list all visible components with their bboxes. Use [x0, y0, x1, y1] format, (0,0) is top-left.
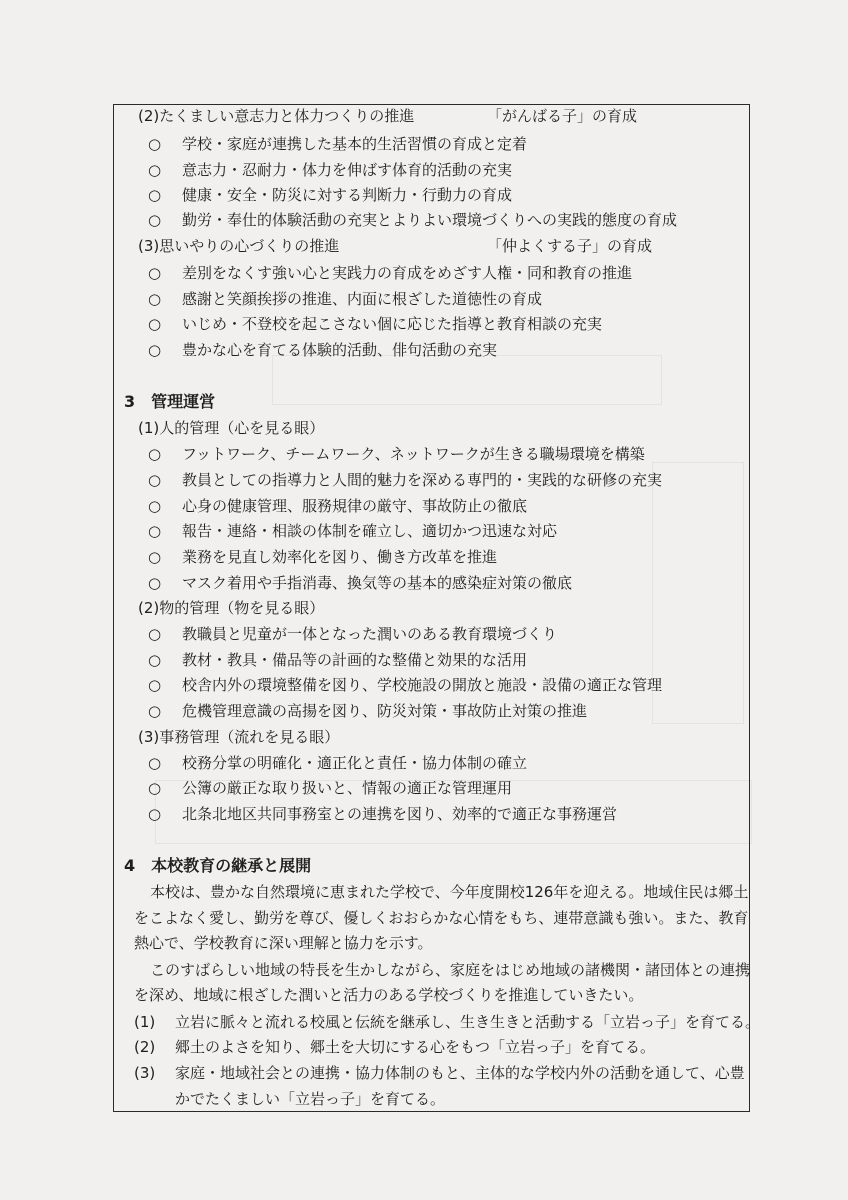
list-item: 学校・家庭が連携した基本的生活習慣の育成と定着	[182, 135, 528, 153]
list-item: マスク着用や手指消毒、換気等の基本的感染症対策の徹底	[182, 574, 573, 592]
bullet: ○	[148, 779, 162, 797]
bullet: ○	[148, 497, 162, 515]
list-item: 公簿の厳正な取り扱いと、情報の適正な管理運用	[182, 779, 513, 797]
subsection-tag-2: 「がんばる子」の育成	[487, 107, 638, 125]
goal-text-continued: かでたくましい「立岩っ子」を育てる。	[175, 1090, 446, 1108]
subsection-heading-3: (3)思いやりの心づくりの推進	[138, 237, 340, 255]
paragraph-line: をこよなく愛し、勤労を尊び、優しくおおらかな心情をもち、連帯意識も強い。また、教育	[134, 909, 749, 927]
goal-text: 家庭・地域社会との連携・協力体制のもと、主体的な学校内外の活動を通して、心豊	[175, 1064, 745, 1082]
list-item: 豊かな心を育てる体験的活動、俳句活動の充実	[182, 341, 498, 359]
bullet: ○	[148, 341, 162, 359]
subsection-heading-human: (1)人的管理（心を見る眼）	[138, 419, 325, 437]
list-item: いじめ・不登校を起こさない個に応じた指導と教育相談の充実	[182, 315, 603, 333]
list-item: 勤労・奉仕的体験活動の充実とよりよい環境づくりへの実践的態度の育成	[182, 211, 678, 229]
bleed-through-box	[652, 462, 744, 724]
goal-text: 郷土のよさを知り、郷土を大切にする心をもつ「立岩っ子」を育てる。	[175, 1038, 656, 1056]
bullet: ○	[148, 211, 162, 229]
bullet: ○	[148, 290, 162, 308]
list-item: フットワーク、チームワーク、ネットワークが生きる職場環境を構築	[182, 445, 645, 463]
subsection-heading-office: (3)事務管理（流れを見る眼）	[138, 728, 340, 746]
bullet: ○	[148, 522, 162, 540]
list-item: 意志力・忍耐力・体力を伸ばす体育的活動の充実	[182, 161, 513, 179]
list-item: 危機管理意識の高揚を図り、防災対策・事故防止対策の推進	[182, 702, 588, 720]
paragraph-line: このすばらしい地域の特長を生かしながら、家庭をはじめ地域の諸機関・諸団体との連携	[150, 961, 751, 979]
bullet: ○	[148, 264, 162, 282]
bullet: ○	[148, 548, 162, 566]
goal-number: (3)	[134, 1064, 156, 1082]
list-item: 校舎内外の環境整備を図り、学校施設の開放と施設・設備の適正な管理	[182, 676, 663, 694]
goal-text: 立岩に脈々と流れる校風と伝統を継承し、生き生きと活動する「立岩っ子」を育てる。	[175, 1013, 761, 1031]
list-item: 北条北地区共同事務室との連携を図り、効率的で適正な事務運営	[182, 805, 618, 823]
bullet: ○	[148, 805, 162, 823]
goal-number: (1)	[134, 1013, 156, 1031]
subsection-tag-3: 「仲よくする子」の育成	[487, 237, 653, 255]
list-item: 業務を見直し効率化を図り、働き方改革を推進	[182, 548, 498, 566]
bullet: ○	[148, 754, 162, 772]
paragraph-line: を深め、地域に根ざした潤いと活力のある学校づくりを推進していきたい。	[134, 986, 644, 1004]
paragraph-line: 熱心で、学校教育に深い理解と協力を示す。	[134, 934, 433, 952]
list-item: 心身の健康管理、服務規律の厳守、事故防止の徹底	[182, 497, 528, 515]
bullet: ○	[148, 471, 162, 489]
list-item: 校務分掌の明確化・適正化と責任・協力体制の確立	[182, 754, 528, 772]
bullet: ○	[148, 676, 162, 694]
bullet: ○	[148, 161, 162, 179]
section-heading-4: 4 本校教育の継承と展開	[124, 856, 312, 875]
bullet: ○	[148, 625, 162, 643]
list-item: 教職員と児童が一体となった潤いのある教育環境づくり	[182, 625, 558, 643]
list-item: 報告・連絡・相談の体制を確立し、適切かつ迅速な対応	[182, 522, 558, 540]
goal-number: (2)	[134, 1038, 156, 1056]
bullet: ○	[148, 702, 162, 720]
subsection-heading-2: (2)たくましい意志力と体力つくりの推進	[138, 107, 415, 125]
bleed-through-box	[272, 355, 662, 405]
list-item: 教材・教具・備品等の計画的な整備と効果的な活用	[182, 651, 528, 669]
bullet: ○	[148, 135, 162, 153]
list-item: 教員としての指導力と人間的魅力を深める専門的・実践的な研修の充実	[182, 471, 663, 489]
bullet: ○	[148, 574, 162, 592]
bullet: ○	[148, 651, 162, 669]
bullet: ○	[148, 315, 162, 333]
bullet: ○	[148, 445, 162, 463]
list-item: 感謝と笑顔挨拶の推進、内面に根ざした道徳性の育成	[182, 290, 543, 308]
list-item: 健康・安全・防災に対する判断力・行動力の育成	[182, 186, 513, 204]
section-heading-3: 3 管理運営	[124, 392, 216, 411]
list-item: 差別をなくす強い心と実践力の育成をめざす人権・同和教育の推進	[182, 264, 633, 282]
bullet: ○	[148, 186, 162, 204]
paragraph-line: 本校は、豊かな自然環境に恵まれた学校で、今年度開校126年を迎える。地域住民は郷土	[150, 883, 749, 901]
subsection-heading-physical: (2)物的管理（物を見る眼）	[138, 599, 325, 617]
